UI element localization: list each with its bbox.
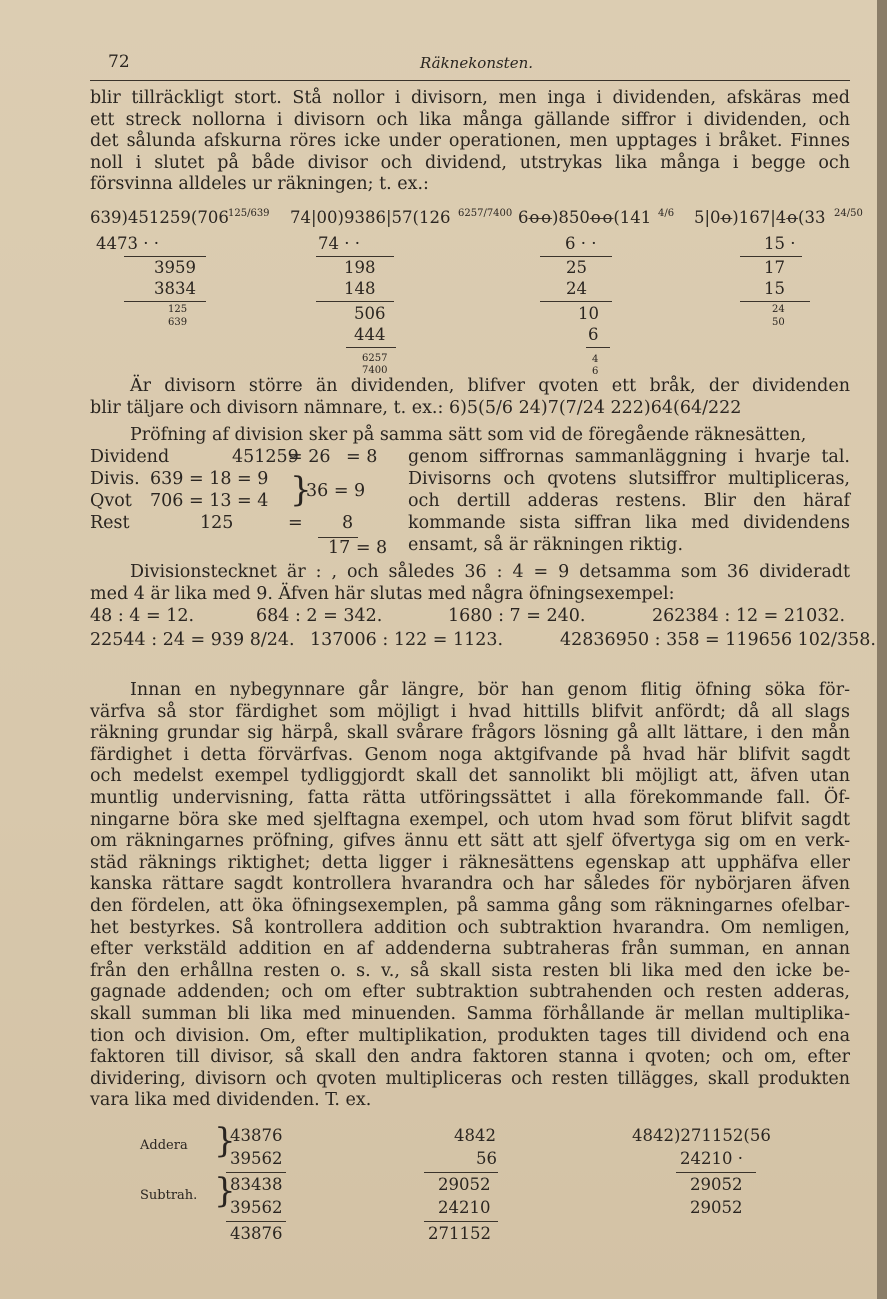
main-paragraph (90, 680, 850, 1112)
rule (740, 256, 802, 257)
text-line: den fördelen, att öka öfningsexemplen, på samma gång som räkningarnes ofelbar- (90, 895, 850, 916)
example-3-row: 4 (592, 354, 599, 365)
sign-paragraph (90, 562, 850, 605)
exercise: 684 : 2 = 342. (256, 606, 383, 626)
example-1-row: 639 (168, 317, 188, 328)
text-line: dividering, divisorn och qvoten multipliceras och resten tillägges, skall produkten (90, 1068, 850, 1089)
example-4-head: 5|0ꝋ)167|4ꝋ(33 (694, 208, 826, 227)
example-2-row: 506 (354, 304, 386, 323)
check-label: Rest (90, 513, 130, 533)
check-value: 451259 (232, 447, 299, 467)
text-line: det sålunda afskurna röres icke under operationen, men upptages i bråket. Finnes (90, 131, 850, 152)
brace-icon: } (290, 470, 312, 510)
text-line: gagnade addenden; och om efter subtraktion subtrahenden och resten adderas, (90, 982, 850, 1003)
header-rule (90, 80, 850, 81)
check-eq: = 26 (288, 447, 331, 467)
exercise: 262384 : 12 = 21032. (652, 606, 846, 626)
example-2-row: 444 (354, 325, 386, 344)
text-line: vara lika med dividenden. T. ex. (90, 1090, 372, 1111)
example-1-row: 4473 · · (96, 234, 159, 253)
rule (740, 301, 810, 302)
text-line: ningarne böra ske med sjelftagna exempel, och utom hvad som förut blifvit sagdt (90, 809, 850, 830)
page-edge (877, 0, 887, 1299)
rule (316, 256, 394, 257)
check-bottom: 17 = 8 (328, 538, 388, 558)
page-number: 72 (108, 52, 130, 72)
text-line: och dertill adderas restens. Blir den häraf (408, 491, 850, 511)
text-line: blir täljare och divisorn nämnare, t. ex.: 6)5(5/6 24)7(7/24 222)64(64/222 (90, 397, 742, 418)
value: 43876 (230, 1126, 283, 1145)
rule (124, 256, 206, 257)
example-4-row: 50 (772, 317, 785, 328)
brace-note: 36 = 9 (306, 481, 366, 501)
rule (226, 1221, 286, 1222)
check-label: Dividend (90, 447, 170, 467)
exercise: 48 : 4 = 12. (90, 606, 195, 626)
exercise: 42836950 : 358 = 119656 102/358. (560, 630, 876, 650)
example-3-row: 25 (566, 258, 587, 277)
text-line: het bestyrkes. Så kontrollera addition och subtraktion hvarandra. Om nemligen, (90, 917, 850, 938)
example-1-head: 639)451259(706 (90, 208, 229, 227)
text-line: kommande sista siffran lika med dividendens (408, 513, 850, 533)
example-2-fraction: 6257/7400 (458, 208, 513, 219)
example-3-row: 10 (578, 304, 599, 323)
running-title: Räknekonsten. (420, 54, 534, 72)
example-1-row: 3959 (154, 258, 196, 277)
example-2-row: 74 · · (318, 234, 360, 253)
example-1-fraction: 125/639 (228, 208, 270, 219)
example-3-row: 6 (592, 366, 599, 377)
example-4-row: 17 (764, 258, 785, 277)
check-value: 706 = 13 = 4 (150, 491, 269, 511)
example-3-row: 6 · · (565, 234, 597, 253)
value: 24210 · (680, 1149, 743, 1168)
rule (540, 301, 612, 302)
example-4-fraction: 24/50 (834, 208, 863, 219)
example-4-row: 24 (772, 304, 785, 315)
brace-icon: } (214, 1121, 236, 1161)
check-value: 125 (200, 513, 234, 533)
exercise: 22544 : 24 = 939 8/24. (90, 630, 295, 650)
text-line: Divisorns och qvotens slutsiffror multipliceras, (408, 469, 850, 489)
text-line: blir tillräckligt stort. Stå nollor i divisorn, men inga i dividenden, afskäras med (90, 88, 850, 108)
example-4-row: 15 · (764, 234, 796, 253)
rule (586, 347, 610, 348)
text-line: noll i slutet på både divisor och dividend, utstrykas lika många i begge och (90, 152, 850, 173)
example-2-row: 7400 (362, 365, 388, 376)
exercise: 1680 : 7 = 240. (448, 606, 586, 626)
brace-icon: } (214, 1171, 236, 1211)
text-line: tion och division. Om, efter multiplikation, produkten tages till dividend och ena (90, 1025, 850, 1046)
text-line: faktoren till divisor, så skall den andra faktoren stanna i qvoten; och om, efter (90, 1047, 850, 1068)
example-3-fraction: 4/6 (658, 208, 675, 219)
check-label: Divis. (90, 469, 140, 489)
text-line: från den erhållna resten o. s. v., så skall sista resten bli lika med den icke be- (90, 960, 850, 981)
example-3-row: 6 (588, 325, 599, 344)
text-line: och medelst exempel tydliggjordt skall det sannolikt bli möjligt att, äfven utan (90, 766, 850, 787)
exercise: 137006 : 122 = 1123. (310, 630, 504, 650)
text-line: ensamt, så är räkningen riktig. (408, 535, 684, 555)
text-line: ett streck nollorna i divisorn och lika många gällande siffror i dividenden, och (90, 109, 850, 130)
value: 29052 (690, 1198, 743, 1217)
text-line: efter verkstäld addition en af addenderna subtraheras från summan, en annan (90, 939, 850, 960)
text-line: muntlig undervisning, fatta rätta utföringssättet i alla förekommande fall. Öf- (90, 787, 850, 808)
text-line: färdighet i detta förvärfvas. Genom noga aktgifvande på hvad här blifvit sagdt (90, 744, 850, 765)
rule (346, 347, 396, 348)
example-2-row: 148 (344, 279, 376, 298)
value: 43876 (230, 1224, 283, 1243)
text-line: Innan en nybegynnare går längre, bör han genom flitig öfning söka för- (130, 680, 850, 700)
text-line: skall summan bli lika med minuenden. Samma förhållande är mellan multiplika- (90, 1003, 850, 1024)
example-2-head: 74|00)9386|57(126 (290, 208, 451, 227)
check-result: = 8 (346, 447, 378, 467)
fraction-paragraph (90, 376, 850, 419)
example-2-row: 6257 (362, 353, 388, 364)
text-line: kanska rättare sagdt kontrollera hvarandra och har således för nybörjaren äfven (90, 874, 850, 895)
rule (124, 301, 206, 302)
check-label: Qvot (90, 491, 132, 511)
value: 24210 (438, 1198, 491, 1217)
value: 39562 (230, 1149, 283, 1168)
rule (540, 256, 612, 257)
example-1-row: 125 (168, 304, 188, 315)
value: 29052 (690, 1175, 743, 1194)
addera-label: Addera (140, 1138, 188, 1153)
intro-paragraph (90, 88, 850, 196)
value: 4842)271152(56 (632, 1126, 771, 1145)
check-intro: Pröfning af division sker på samma sätt som vid de föregående räknesätten, (130, 425, 807, 445)
rule (424, 1172, 498, 1173)
example-4-row: 15 (764, 279, 785, 298)
value: 271152 (428, 1224, 491, 1243)
text-line: räkning grundar sig härpå, skall svårare frågors lösning gå allt lättare, i den mån (90, 723, 850, 744)
rule (676, 1172, 756, 1173)
text-line: genom siffrornas sammanläggning i hvarje tal. (408, 447, 850, 467)
text-line: om räkningarnes pröfning, gifves ännu ett sätt att sjelf öfvertyga sig om en verk- (90, 831, 850, 852)
example-3-row: 24 (566, 279, 587, 298)
example-1-row: 3834 (154, 279, 196, 298)
example-3-head: 6ꝋꝋ)850ꝋꝋ(141 (518, 208, 652, 227)
value: 29052 (438, 1175, 491, 1194)
text-line: Är divisorn större än dividenden, blifver qvoten ett bråk, der dividenden (130, 376, 850, 396)
subtrah-label: Subtrah. (140, 1188, 198, 1203)
value: 4842 (454, 1126, 496, 1145)
check-result: 8 (342, 513, 354, 533)
text-line: städ räknings riktighet; detta ligger i räknesättens egenskap att upphäfva eller (90, 852, 850, 873)
text-line: Divisionstecknet är : , och således 36 : 4 = 9 detsamma som 36 divideradt (130, 562, 850, 582)
rule (424, 1221, 498, 1222)
text-line: med 4 är lika med 9. Äfven här slutas med några öfningsexempel: (90, 583, 675, 604)
value: 56 (476, 1149, 497, 1168)
example-2-row: 198 (344, 258, 376, 277)
check-eq: = (288, 513, 303, 533)
value: 39562 (230, 1198, 283, 1217)
text-line: värfva så stor färdighet som möjligt i hvad hittills blifvit anfördt; då all slags (90, 701, 850, 722)
text-line: försvinna alldeles ur räkningen; t. ex.: (90, 174, 429, 195)
value: 83438 (230, 1175, 283, 1194)
check-value: 639 = 18 = 9 (150, 469, 269, 489)
rule (316, 301, 394, 302)
